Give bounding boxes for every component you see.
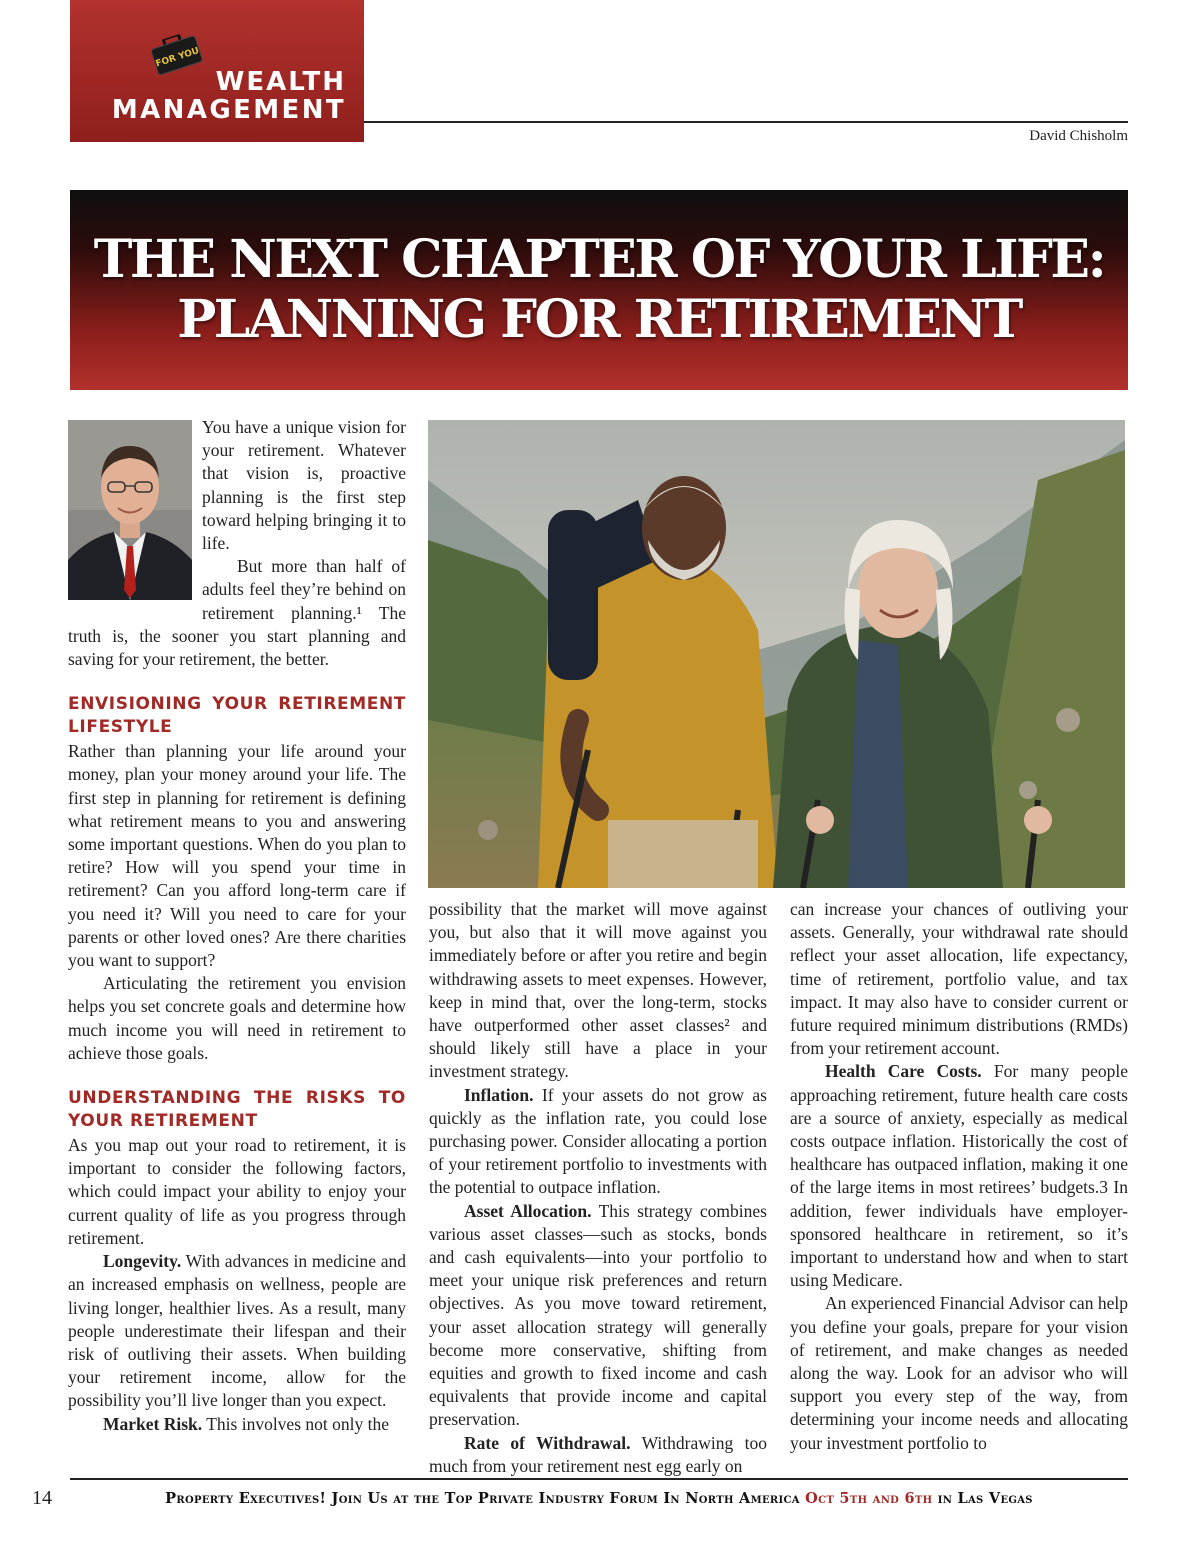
longevity-text: With advances in medicine and an increased emphasis on wellness, people are living longer, healthier lives. As a result, many people underestimate their lifespan and their risk of outliving their assets. When building your retirement income, allow for the possibility you’ll live longer than you expect. <box>68 1251 406 1411</box>
masthead-line1: WEALTH <box>215 67 346 97</box>
article-column-2 <box>429 898 767 1478</box>
intro-paragraph-2: But more than half of adults feel they’re behind on retirement planning.¹ The truth is, the sooner you start planning and saving for your retirement, the better. <box>68 556 406 670</box>
withdrawal-paragraph-start <box>429 1432 767 1478</box>
author-portrait <box>68 420 192 600</box>
health-care-label: Health Care Costs. <box>825 1061 982 1082</box>
intro-paragraph-1: You have a unique vision for your retirement. Whatever that vision is, proactive planning is the first step toward helping bringing it to life. <box>202 417 406 554</box>
briefcase-label: FOR YOU <box>154 46 201 70</box>
inflation-paragraph <box>429 1084 767 1200</box>
health-care-paragraph <box>790 1060 1128 1292</box>
footer-promo <box>70 1490 1128 1507</box>
footer-text-end: in Las Vegas <box>932 1490 1033 1507</box>
footer-date-highlight: Oct 5th and 6th <box>805 1490 933 1507</box>
longevity-paragraph <box>68 1250 406 1412</box>
withdrawal-text-start: Withdrawing too much from your retirement nest egg early on <box>429 1432 767 1476</box>
inflation-label: Inflation. <box>464 1084 534 1105</box>
market-risk-text-start: This involves not only the <box>202 1413 389 1434</box>
health-care-text: For many people approaching retirement, future health care costs are a source of anxiety, especially as medical costs outpace inflation. Historically the cost of healthcare has outpaced inflation, making it one of the large items in most retirees’ budgets.3 In addition, fewer individuals have employer-sponsored healthcare in retirement, so it’s important to understand how and when to start using Medicare. <box>790 1061 1128 1291</box>
asset-allocation-text: This strategy combines various asset classes—such as stocks, bonds and cash equivalents—into your portfolio to meet your unique risk preferences and return objectives. As you move toward retirement, your asset allocation strategy will generally become more conservative, shifting from equities and growth to fixed income and cash equivalents that provide income and capital preservation. <box>429 1200 767 1430</box>
masthead-logo <box>70 0 364 142</box>
page-title <box>94 230 1105 350</box>
risks-paragraph-intro: As you map out your road to retirement, it is important to consider the following factors, which could impact your ability to enjoy your current quality of life as you progress through retirement. <box>68 1135 406 1248</box>
closing-paragraph: An experienced Financial Advisor can help you define your goals, prepare for your vision of retirement, and make changes as needed along the way. Look for an advisor who will support you every step of the way, from determining your income needs and allocating your investment portfolio to <box>790 1293 1128 1453</box>
header-rule <box>364 121 1128 123</box>
withdrawal-paragraph-continued: can increase your chances of outliving your assets. Generally, your withdrawal rate should reflect your asset allocation, life expectancy, time of retirement, portfolio value, and tax impact. It may also have to consider current or future required minimum distributions (RMDs) from your retirement account. <box>790 899 1128 1059</box>
lifestyle-paragraph-1: Rather than planning your life around your money, plan your money around your life. The first step in planning for retirement is defining what retirement means to you and answering some important questions. When do you plan to retire? How will you spend your time in retirement? Can you afford long-term care if you need it? Will you need to care for your parents or other loved ones? Are there charities you want to support? <box>68 741 406 971</box>
section-heading-risks: UNDERSTANDING THE RISKS TO YOUR RETIREMENT <box>68 1088 406 1132</box>
longevity-label: Longevity. <box>103 1251 182 1272</box>
footer-rule <box>70 1478 1128 1480</box>
title-line2: PLANNING FOR RETIREMENT <box>177 289 1021 350</box>
lifestyle-paragraph-2: Articulating the retirement you envision helps you set concrete goals and determine how much income you will need in retirement to achieve those goals. <box>68 973 406 1063</box>
hiking-couple-photo <box>428 420 1125 888</box>
withdrawal-label: Rate of Withdrawal. <box>464 1432 631 1453</box>
page-number: 14 <box>32 1487 52 1509</box>
article-column-1 <box>68 416 406 1436</box>
asset-allocation-paragraph <box>429 1200 767 1432</box>
author-byline: David Chisholm <box>1029 128 1128 144</box>
asset-allocation-label: Asset Allocation. <box>464 1200 592 1221</box>
article-column-3 <box>790 898 1128 1455</box>
section-heading-lifestyle: ENVISIONING YOUR RETIREMENT LIFESTYLE <box>68 694 406 738</box>
market-risk-label: Market Risk. <box>103 1413 203 1434</box>
market-risk-paragraph-continued: possibility that the market will move against you, but also that it will move against you immediately before or after you retire and begin withdrawing assets to meet expenses. However, keep in mind that, over the long-term, stocks have outperformed other asset classes² and should likely still have a place in your investment strategy. <box>429 899 767 1082</box>
masthead-line2: MANAGEMENT <box>111 95 346 125</box>
inflation-text: If your assets do not grow as quickly as the inflation rate, you could lose purchasing power. Consider allocating a portion of your retirement portfolio to investments with the potential to outpace inflation. <box>429 1084 767 1198</box>
market-risk-paragraph-start <box>68 1413 406 1436</box>
footer-text-start: Property Executives! Join Us at the Top Private Industry Forum In North America <box>165 1490 806 1507</box>
title-line1: THE NEXT CHAPTER OF YOUR LIFE: <box>93 229 1105 290</box>
title-banner <box>70 190 1128 390</box>
